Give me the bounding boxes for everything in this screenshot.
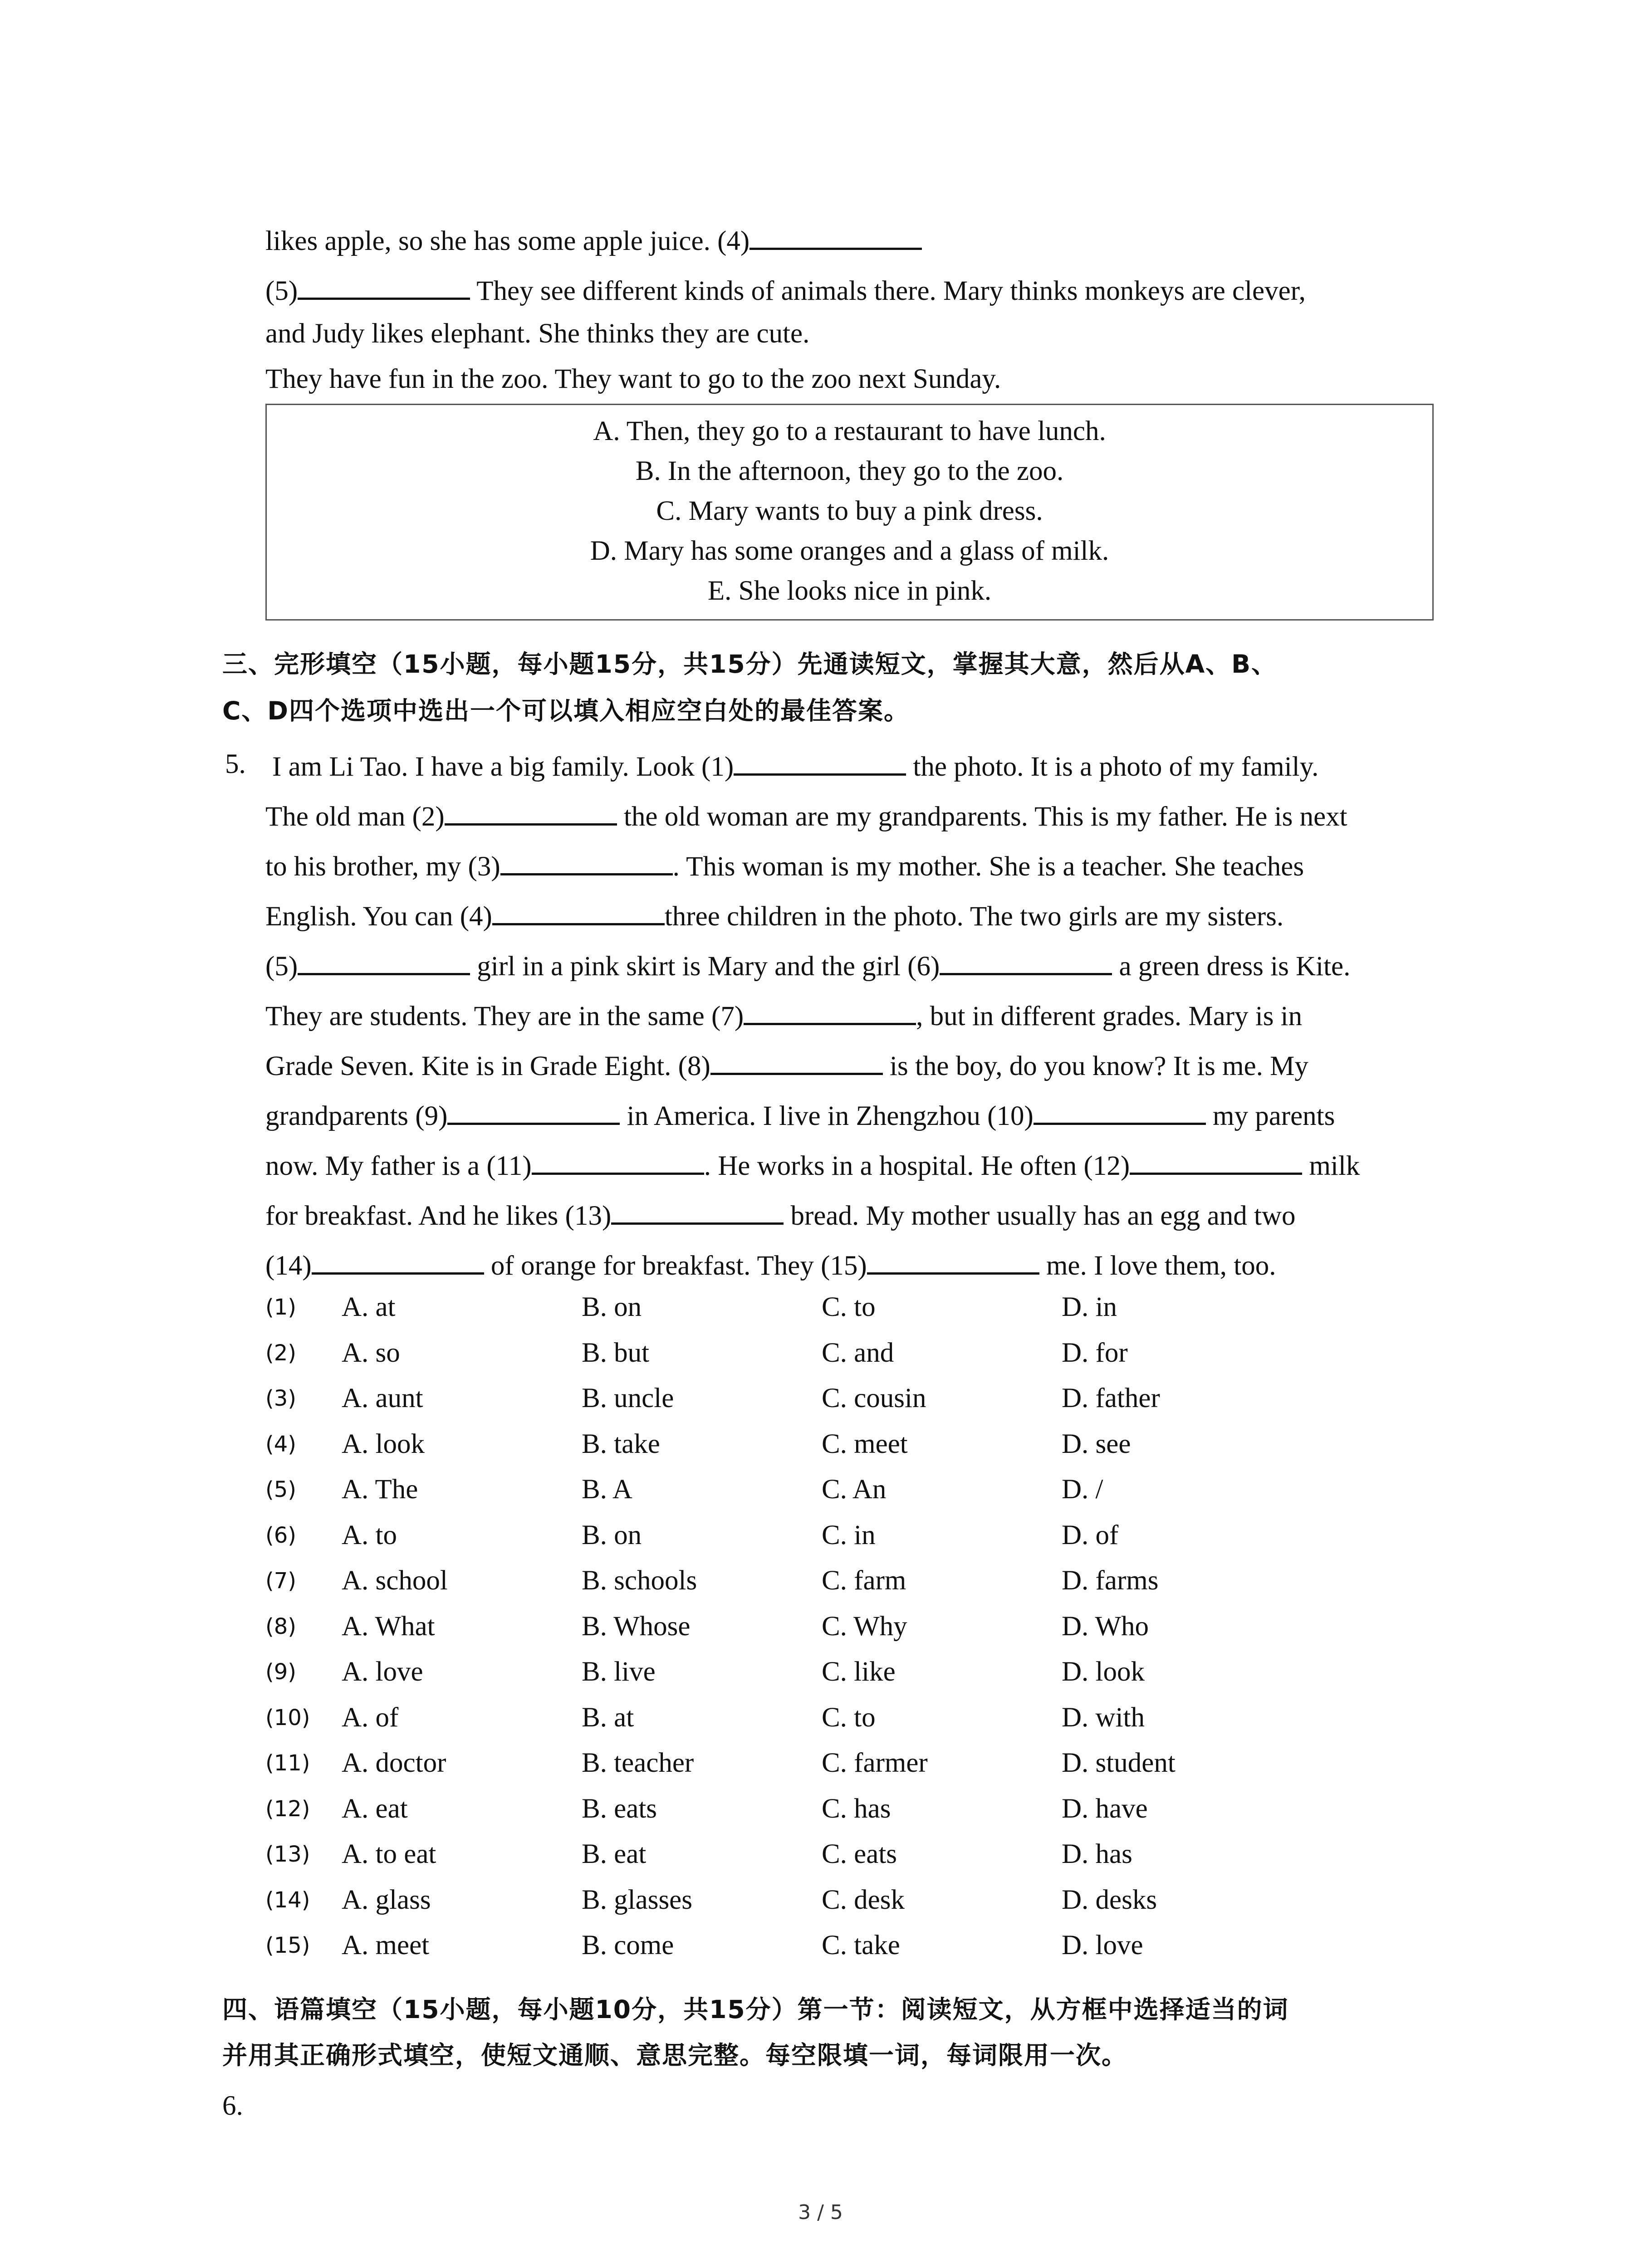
option-question-number: (13)	[265, 1842, 310, 1867]
option-a[interactable]: A. The	[342, 1474, 418, 1505]
section-4-heading-line-2: 并用其正确形式填空，使短文通顺、意思完整。每空限填一词，每词限用一次。	[222, 2041, 1128, 2070]
answer-blank[interactable]	[710, 1046, 883, 1075]
cloze-line-8: grandparents (9) in America. I live in Zhengzhou (10) my parents	[265, 1095, 1335, 1134]
answer-blank[interactable]	[445, 796, 617, 826]
option-row	[265, 1335, 1354, 1371]
option-a[interactable]: A. meet	[342, 1930, 430, 1960]
cloze-line-11: (14) of orange for breakfast. They (15) me. I love them, too.	[265, 1245, 1276, 1284]
question-number-6: 6.	[222, 2091, 243, 2121]
option-question-number: (4)	[265, 1431, 296, 1457]
option-question-number: (14)	[265, 1887, 310, 1913]
option-c[interactable]: C. Why	[822, 1611, 907, 1642]
option-d[interactable]: D. have	[1062, 1793, 1148, 1824]
option-d[interactable]: D. father	[1062, 1383, 1160, 1413]
option-c[interactable]: C. in	[822, 1520, 876, 1550]
answer-blank[interactable]	[611, 1195, 784, 1225]
option-question-number: (2)	[265, 1340, 296, 1366]
option-row	[265, 1517, 1354, 1554]
page-number: 3 / 5	[798, 2201, 843, 2224]
option-b[interactable]: B. eat	[582, 1839, 647, 1869]
option-a[interactable]: A. eat	[342, 1793, 408, 1824]
option-c[interactable]: C. meet	[822, 1428, 908, 1459]
option-row	[265, 1471, 1354, 1508]
option-question-number: (8)	[265, 1613, 296, 1639]
choice-d: D. Mary has some oranges and a glass of milk.	[590, 536, 1109, 566]
section-4-heading-line-1: 四、语篇填空（15小题，每小题10分，共15分）第一节：阅读短文，从方框中选择适当的词	[222, 1995, 1289, 2024]
option-c[interactable]: C. cousin	[822, 1383, 926, 1413]
option-row	[265, 1700, 1354, 1736]
option-question-number: (10)	[265, 1705, 310, 1730]
option-b[interactable]: B. on	[582, 1292, 642, 1322]
option-question-number: (1)	[265, 1295, 296, 1320]
option-question-number: (5)	[265, 1477, 296, 1502]
option-d[interactable]: D. farms	[1062, 1565, 1159, 1596]
option-row	[265, 1791, 1354, 1827]
cloze-line-10: for breakfast. And he likes (13) bread. My mother usually has an egg and two	[265, 1195, 1296, 1234]
answer-blank[interactable]	[749, 220, 922, 250]
option-question-number: (6)	[265, 1522, 296, 1548]
option-d[interactable]: D. of	[1062, 1520, 1119, 1550]
option-a[interactable]: A. look	[342, 1428, 425, 1459]
option-c[interactable]: C. desk	[822, 1884, 905, 1915]
cloze-line-6: They are students. They are in the same (7) , but in different grades. Mary is in	[265, 996, 1302, 1035]
option-a[interactable]: A. school	[342, 1565, 448, 1596]
option-c[interactable]: C. take	[822, 1930, 900, 1960]
option-c[interactable]: C. to	[822, 1292, 876, 1322]
option-c[interactable]: C. and	[822, 1337, 894, 1368]
option-d[interactable]: D. with	[1062, 1702, 1145, 1733]
cloze-line-9: now. My father is a (11) . He works in a hospital. He often (12) milk	[265, 1145, 1360, 1184]
cloze-line-1: I am Li Tao. I have a big family. Look (1) the photo. It is a photo of my family.	[272, 746, 1318, 785]
answer-blank[interactable]	[492, 896, 665, 925]
option-c[interactable]: C. has	[822, 1793, 891, 1824]
answer-blank[interactable]	[1130, 1145, 1302, 1175]
answer-blank[interactable]	[312, 1245, 484, 1275]
answer-blank[interactable]	[744, 996, 916, 1025]
option-question-number: (7)	[265, 1568, 296, 1593]
option-b[interactable]: B. on	[582, 1520, 642, 1550]
passage-line-3: and Judy likes elephant. She thinks they are cute.	[265, 318, 810, 349]
option-a[interactable]: A. doctor	[342, 1748, 446, 1778]
option-question-number: (15)	[265, 1933, 310, 1958]
option-row	[265, 1745, 1354, 1781]
choice-a: A. Then, they go to a restaurant to have lunch.	[593, 416, 1106, 446]
option-b[interactable]: B. uncle	[582, 1383, 674, 1413]
option-question-number: (3)	[265, 1386, 296, 1411]
option-row	[265, 1608, 1354, 1645]
option-b[interactable]: B. Whose	[582, 1611, 691, 1642]
cloze-line-7: Grade Seven. Kite is in Grade Eight. (8) is the boy, do you know? It is me. My	[265, 1046, 1308, 1085]
section-3-heading-line-1: 三、完形填空（15小题，每小题15分，共15分）先通读短文，掌握其大意，然后从A、B、	[222, 650, 1278, 679]
option-a[interactable]: A. to	[342, 1520, 397, 1550]
cloze-line-5: (5) girl in a pink skirt is Mary and the girl (6) a green dress is Kite.	[265, 946, 1350, 985]
option-c[interactable]: C. An	[822, 1474, 887, 1505]
option-d[interactable]: D. love	[1062, 1930, 1143, 1960]
answer-blank[interactable]	[940, 946, 1112, 975]
option-b[interactable]: B. A	[582, 1474, 632, 1505]
passage-line-1: likes apple, so she has some apple juice. (4)	[265, 220, 922, 259]
option-row	[265, 1563, 1354, 1599]
option-question-number: (9)	[265, 1659, 296, 1685]
option-b[interactable]: B. live	[582, 1657, 656, 1687]
option-a[interactable]: A. glass	[342, 1884, 431, 1915]
option-d[interactable]: D. desks	[1062, 1884, 1157, 1915]
choice-b: B. In the afternoon, they go to the zoo.	[635, 456, 1064, 486]
option-row	[265, 1426, 1354, 1462]
option-b[interactable]: B. glasses	[582, 1884, 692, 1915]
option-a[interactable]: A. aunt	[342, 1383, 423, 1413]
answer-blank[interactable]	[447, 1095, 620, 1125]
option-a[interactable]: A. What	[342, 1611, 435, 1642]
cloze-line-2: The old man (2) the old woman are my grandparents. This is my father. He is next	[265, 796, 1347, 835]
option-row	[265, 1289, 1354, 1325]
option-row	[265, 1654, 1354, 1690]
section-3-heading-line-2: C、D四个选项中选出一个可以填入相应空白处的最佳答案。	[222, 696, 910, 725]
option-a[interactable]: A. of	[342, 1702, 399, 1733]
option-a[interactable]: A. love	[342, 1657, 423, 1687]
option-d[interactable]: D. has	[1062, 1839, 1132, 1869]
option-row	[265, 1927, 1354, 1964]
choice-e: E. She looks nice in pink.	[707, 576, 992, 606]
answer-blank[interactable]	[298, 946, 470, 975]
cloze-line-3: to his brother, my (3) . This woman is my mother. She is a teacher. She teaches	[265, 846, 1304, 885]
option-b[interactable]: B. take	[582, 1428, 660, 1459]
option-a[interactable]: A. so	[342, 1337, 400, 1368]
cloze-line-4: English. You can (4) three children in the photo. The two girls are my sisters.	[265, 896, 1283, 935]
option-a[interactable]: A. at	[342, 1292, 396, 1322]
option-row	[265, 1380, 1354, 1417]
answer-blank[interactable]	[1034, 1095, 1206, 1125]
option-row	[265, 1882, 1354, 1918]
option-d[interactable]: D. student	[1062, 1748, 1176, 1778]
answer-blank[interactable]	[298, 270, 470, 300]
option-c[interactable]: C. farmer	[822, 1748, 928, 1778]
passage-line-4: They have fun in the zoo. They want to go to the zoo next Sunday.	[265, 364, 1001, 394]
option-b[interactable]: B. but	[582, 1337, 650, 1368]
sentence-choice-box	[265, 404, 1434, 621]
option-c[interactable]: C. to	[822, 1702, 876, 1733]
answer-blank[interactable]	[500, 846, 673, 875]
option-b[interactable]: B. come	[582, 1930, 674, 1960]
option-d[interactable]: D. for	[1062, 1337, 1128, 1368]
option-a[interactable]: A. to eat	[342, 1839, 436, 1869]
option-d[interactable]: D. Who	[1062, 1611, 1149, 1642]
answer-blank[interactable]	[734, 746, 906, 776]
option-b[interactable]: B. eats	[582, 1793, 657, 1824]
option-c[interactable]: C. farm	[822, 1565, 906, 1596]
option-c[interactable]: C. eats	[822, 1839, 897, 1869]
option-b[interactable]: B. at	[582, 1702, 634, 1733]
option-question-number: (11)	[265, 1750, 310, 1776]
option-b[interactable]: B. schools	[582, 1565, 697, 1596]
option-d[interactable]: D. see	[1062, 1428, 1131, 1459]
option-row	[265, 1836, 1354, 1872]
option-d[interactable]: D. in	[1062, 1292, 1117, 1322]
option-d[interactable]: D. /	[1062, 1474, 1103, 1505]
answer-blank[interactable]	[532, 1145, 704, 1175]
option-question-number: (12)	[265, 1796, 310, 1822]
passage-line-2: (5) They see different kinds of animals there. Mary thinks monkeys are clever,	[265, 270, 1306, 309]
answer-blank[interactable]	[867, 1245, 1039, 1275]
option-c[interactable]: C. like	[822, 1657, 896, 1687]
question-number-5: 5.	[225, 749, 246, 779]
option-b[interactable]: B. teacher	[582, 1748, 694, 1778]
option-d[interactable]: D. look	[1062, 1657, 1145, 1687]
choice-c: C. Mary wants to buy a pink dress.	[656, 496, 1043, 526]
